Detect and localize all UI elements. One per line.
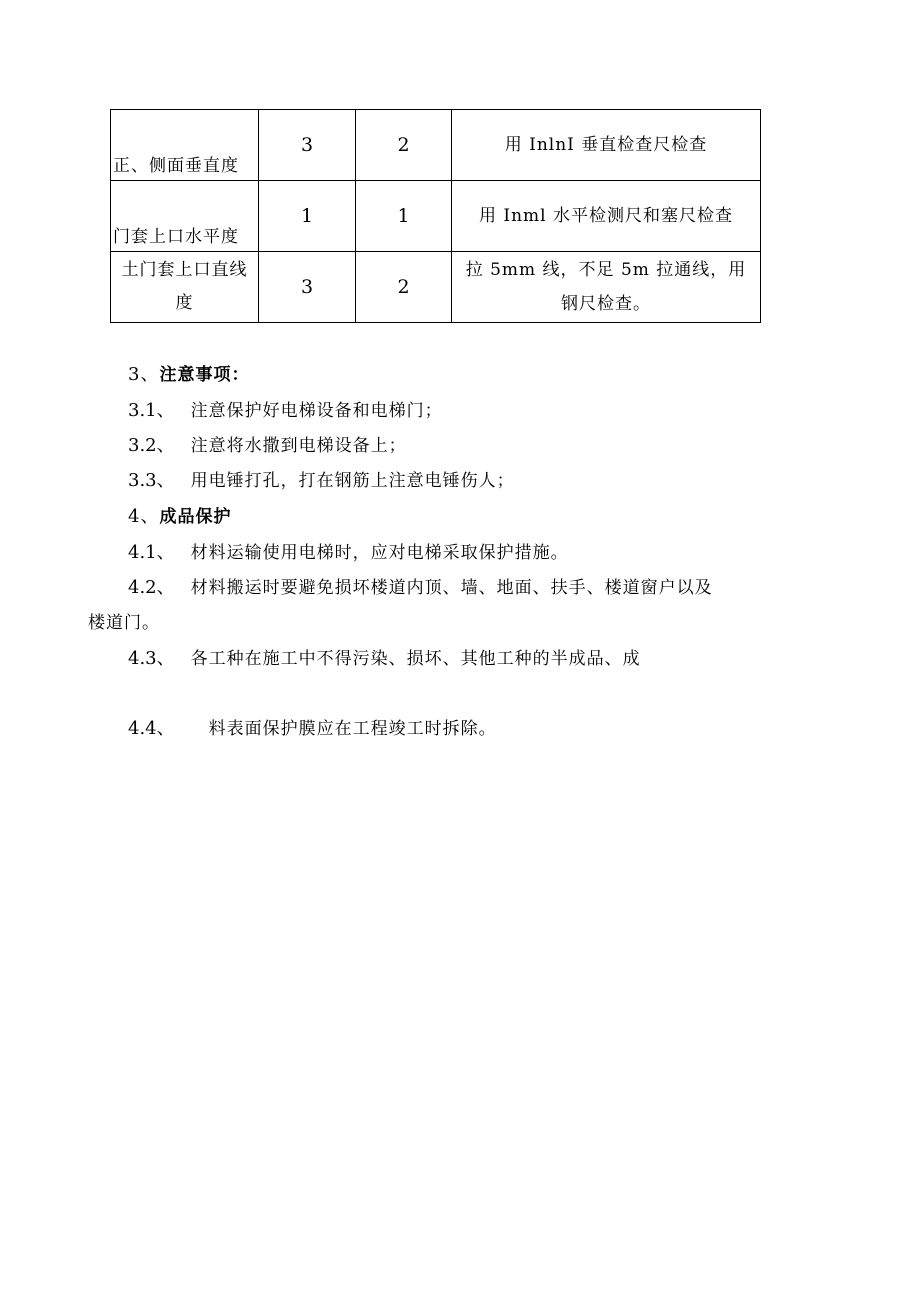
table-cell-method xyxy=(452,181,761,252)
list-item xyxy=(128,466,515,492)
section-title: 成品保护 xyxy=(159,507,232,527)
table-row xyxy=(111,252,761,323)
item-text: 料表面保护膜应在工程竣工时拆除。 xyxy=(208,719,497,739)
item-text: 材料搬运时要避免损坏楼道内顶、墙、地面、扶手、楼道窗户以及 xyxy=(190,578,713,598)
item-text: 注意将水撒到电梯设备上； xyxy=(190,436,407,456)
item-text: 用电锤打孔，打在钢筋上注意电锤伤人； xyxy=(190,471,515,491)
item-label: 正、侧面垂直度 xyxy=(113,156,239,176)
item-text: 各工种在施工中不得污染、损坏、其他工种的半成品、成 xyxy=(190,649,641,669)
item-label: 门套上口水平度 xyxy=(113,227,239,247)
table-cell-method xyxy=(452,110,761,181)
section-3-heading xyxy=(128,360,249,386)
item-number: 4.2、 xyxy=(128,577,175,598)
method-text: 用 Inml 水平检测尺和塞尺检查 xyxy=(478,206,734,226)
item-number: 4.3、 xyxy=(128,648,175,669)
item-text: 楼道门。 xyxy=(88,613,160,633)
item-number: 3.2、 xyxy=(128,435,175,456)
table-cell-method xyxy=(452,252,761,323)
item-text: 注意保护好电梯设备和电梯门； xyxy=(190,401,443,421)
item-number: 3.1、 xyxy=(128,400,175,421)
inspection-table xyxy=(110,109,761,323)
item-text: 材料运输使用电梯时，应对电梯采取保护措施。 xyxy=(190,543,569,563)
table-cell-value-a: 3 xyxy=(259,252,356,323)
list-item xyxy=(128,396,443,422)
table-row xyxy=(111,181,761,252)
list-item-continuation xyxy=(88,608,160,633)
section-4-heading xyxy=(128,502,231,528)
section-number: 4、 xyxy=(128,506,160,527)
method-text: 用 InlnI 垂直检查尺检查 xyxy=(504,135,708,155)
item-label-line: 度 xyxy=(175,293,194,313)
list-item xyxy=(128,573,713,599)
table-cell-item xyxy=(111,110,259,181)
method-text-line: 拉 5mm 线，不足 5m 拉通线，用 xyxy=(465,260,747,280)
table-cell-value-b: 2 xyxy=(356,252,452,323)
method-text-line: 钢尺检查。 xyxy=(561,294,651,314)
item-number: 3.3、 xyxy=(128,470,175,491)
list-item xyxy=(128,644,641,670)
list-item xyxy=(128,538,569,564)
item-number: 4.4、 xyxy=(128,718,175,739)
item-number: 4.1、 xyxy=(128,542,175,563)
table-cell-value-b: 2 xyxy=(356,110,452,181)
table-cell-item xyxy=(111,252,259,323)
section-number: 3、 xyxy=(128,364,160,385)
table-cell-value-b: 1 xyxy=(356,181,452,252)
list-item xyxy=(128,714,497,740)
table-row xyxy=(111,110,761,181)
table-cell-value-a: 3 xyxy=(259,110,356,181)
table-cell-item xyxy=(111,181,259,252)
table-cell-value-a: 1 xyxy=(259,181,356,252)
list-item xyxy=(128,431,407,457)
item-label-line: 土门套上口直线 xyxy=(121,260,248,280)
section-title: 注意事项： xyxy=(159,365,250,385)
